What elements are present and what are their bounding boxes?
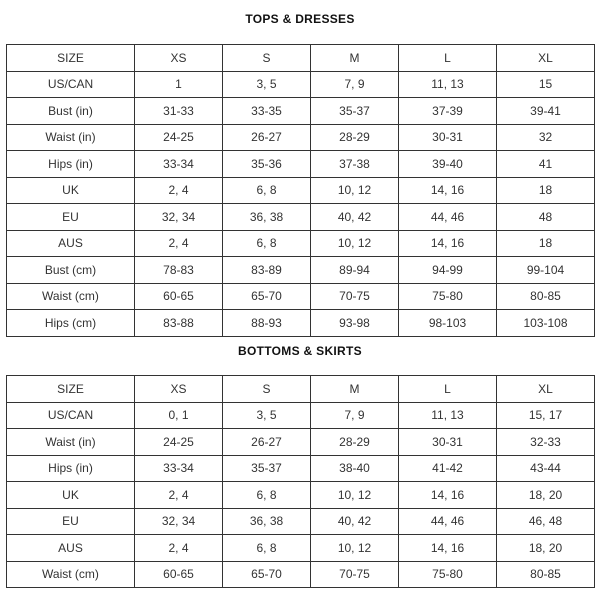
- table-cell: 11, 13: [399, 402, 497, 429]
- table-cell: 15: [497, 71, 595, 98]
- column-header: XL: [497, 376, 595, 403]
- table-row: [7, 455, 595, 482]
- table-row: [7, 98, 595, 125]
- table-cell: 7, 9: [311, 402, 399, 429]
- table-cell: 3, 5: [223, 71, 311, 98]
- column-header: L: [399, 376, 497, 403]
- table-cell: 14, 16: [399, 177, 497, 204]
- table-cell: 39-41: [497, 98, 595, 125]
- table-cell: 39-40: [399, 151, 497, 178]
- row-label: Hips (in): [7, 455, 135, 482]
- table-row: [7, 177, 595, 204]
- table-cell: 35-37: [311, 98, 399, 125]
- table-cell: 30-31: [399, 429, 497, 456]
- table-row: [7, 124, 595, 151]
- row-label: EU: [7, 508, 135, 535]
- table-row: [7, 561, 595, 588]
- table-cell: 44, 46: [399, 508, 497, 535]
- table-cell: 83-88: [135, 310, 223, 337]
- row-label: Waist (cm): [7, 561, 135, 588]
- table-cell: 14, 16: [399, 482, 497, 509]
- table-row: [7, 429, 595, 456]
- table-cell: 36, 38: [223, 204, 311, 231]
- row-label: EU: [7, 204, 135, 231]
- table-cell: 98-103: [399, 310, 497, 337]
- table-cell: 6, 8: [223, 230, 311, 257]
- table-cell: 75-80: [399, 283, 497, 310]
- table-cell: 40, 42: [311, 508, 399, 535]
- table-cell: 37-39: [399, 98, 497, 125]
- table-cell: 24-25: [135, 124, 223, 151]
- table-cell: 41-42: [399, 455, 497, 482]
- table-cell: 94-99: [399, 257, 497, 284]
- column-header: XS: [135, 45, 223, 72]
- row-label: US/CAN: [7, 402, 135, 429]
- table-cell: 1: [135, 71, 223, 98]
- table-row: [7, 402, 595, 429]
- table-cell: 88-93: [223, 310, 311, 337]
- table-cell: 83-89: [223, 257, 311, 284]
- table-cell: 18: [497, 230, 595, 257]
- table-cell: 46, 48: [497, 508, 595, 535]
- table-cell: 26-27: [223, 429, 311, 456]
- table-row: [7, 283, 595, 310]
- column-header: M: [311, 45, 399, 72]
- table-cell: 38-40: [311, 455, 399, 482]
- table-cell: 40, 42: [311, 204, 399, 231]
- row-label: US/CAN: [7, 71, 135, 98]
- table-cell: 60-65: [135, 283, 223, 310]
- table-cell: 18, 20: [497, 535, 595, 562]
- column-header: XS: [135, 376, 223, 403]
- table-cell: 70-75: [311, 561, 399, 588]
- row-label: AUS: [7, 535, 135, 562]
- table-cell: 65-70: [223, 283, 311, 310]
- table-cell: 80-85: [497, 561, 595, 588]
- row-label: Hips (cm): [7, 310, 135, 337]
- table-row: [7, 310, 595, 337]
- tops-size-table: [6, 44, 595, 337]
- table-cell: 15, 17: [497, 402, 595, 429]
- table-cell: 14, 16: [399, 535, 497, 562]
- table-row: [7, 482, 595, 509]
- table-cell: 14, 16: [399, 230, 497, 257]
- table-cell: 75-80: [399, 561, 497, 588]
- table-row: [7, 508, 595, 535]
- table-cell: 43-44: [497, 455, 595, 482]
- column-header: S: [223, 376, 311, 403]
- table-cell: 32-33: [497, 429, 595, 456]
- table-cell: 80-85: [497, 283, 595, 310]
- row-label: Hips (in): [7, 151, 135, 178]
- table-cell: 18: [497, 177, 595, 204]
- row-label: Waist (cm): [7, 283, 135, 310]
- table-cell: 60-65: [135, 561, 223, 588]
- table-cell: 30-31: [399, 124, 497, 151]
- table-cell: 28-29: [311, 124, 399, 151]
- row-label: UK: [7, 482, 135, 509]
- table-cell: 11, 13: [399, 71, 497, 98]
- table-cell: 6, 8: [223, 177, 311, 204]
- bottoms-skirts-title: BOTTOMS & SKIRTS: [238, 344, 362, 358]
- table-cell: 33-34: [135, 151, 223, 178]
- row-label: AUS: [7, 230, 135, 257]
- table-cell: 36, 38: [223, 508, 311, 535]
- column-header: SIZE: [7, 376, 135, 403]
- table-cell: 89-94: [311, 257, 399, 284]
- table-cell: 2, 4: [135, 177, 223, 204]
- table-cell: 2, 4: [135, 535, 223, 562]
- row-label: Bust (cm): [7, 257, 135, 284]
- table-cell: 18, 20: [497, 482, 595, 509]
- table-cell: 6, 8: [223, 535, 311, 562]
- table-cell: 37-38: [311, 151, 399, 178]
- column-header: SIZE: [7, 45, 135, 72]
- table-header-row: [7, 45, 595, 72]
- table-row: [7, 257, 595, 284]
- table-cell: 33-34: [135, 455, 223, 482]
- table-cell: 10, 12: [311, 177, 399, 204]
- table-cell: 41: [497, 151, 595, 178]
- table-row: [7, 535, 595, 562]
- table-cell: 32, 34: [135, 508, 223, 535]
- table-row: [7, 204, 595, 231]
- column-header: S: [223, 45, 311, 72]
- table-row: [7, 151, 595, 178]
- table-cell: 78-83: [135, 257, 223, 284]
- table-cell: 3, 5: [223, 402, 311, 429]
- table-cell: 33-35: [223, 98, 311, 125]
- bottoms-size-table: [6, 375, 595, 588]
- table-cell: 48: [497, 204, 595, 231]
- column-header: M: [311, 376, 399, 403]
- table-row: [7, 230, 595, 257]
- table-header-row: [7, 376, 595, 403]
- table-cell: 93-98: [311, 310, 399, 337]
- table-cell: 2, 4: [135, 230, 223, 257]
- row-label: Bust (in): [7, 98, 135, 125]
- table-cell: 24-25: [135, 429, 223, 456]
- table-cell: 10, 12: [311, 230, 399, 257]
- table-cell: 35-36: [223, 151, 311, 178]
- table-cell: 10, 12: [311, 535, 399, 562]
- table-cell: 28-29: [311, 429, 399, 456]
- column-header: L: [399, 45, 497, 72]
- tops-dresses-title: TOPS & DRESSES: [245, 12, 355, 26]
- table-cell: 10, 12: [311, 482, 399, 509]
- table-cell: 2, 4: [135, 482, 223, 509]
- table-cell: 31-33: [135, 98, 223, 125]
- column-header: XL: [497, 45, 595, 72]
- table-cell: 35-37: [223, 455, 311, 482]
- table-cell: 0, 1: [135, 402, 223, 429]
- table-cell: 70-75: [311, 283, 399, 310]
- table-cell: 7, 9: [311, 71, 399, 98]
- row-label: UK: [7, 177, 135, 204]
- table-cell: 26-27: [223, 124, 311, 151]
- row-label: Waist (in): [7, 429, 135, 456]
- table-row: [7, 71, 595, 98]
- table-cell: 44, 46: [399, 204, 497, 231]
- table-cell: 6, 8: [223, 482, 311, 509]
- table-cell: 103-108: [497, 310, 595, 337]
- row-label: Waist (in): [7, 124, 135, 151]
- table-cell: 32, 34: [135, 204, 223, 231]
- table-cell: 99-104: [497, 257, 595, 284]
- table-cell: 65-70: [223, 561, 311, 588]
- table-cell: 32: [497, 124, 595, 151]
